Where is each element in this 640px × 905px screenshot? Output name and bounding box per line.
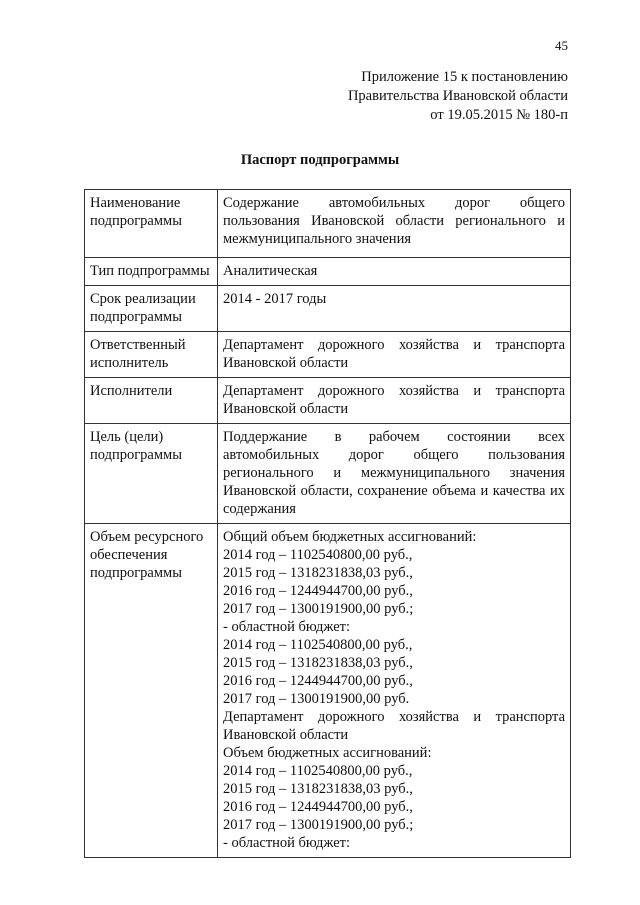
funding-line: 2016 год – 1244944700,00 руб., bbox=[223, 799, 413, 815]
funding-line: 2017 год – 1300191900,00 руб. bbox=[223, 691, 410, 707]
funding-line: Департамент дорожного хозяйства и транспорта Ивановской области bbox=[223, 709, 565, 743]
funding-line: - областной бюджет: bbox=[223, 619, 351, 635]
funding-label: Объем ресурсного обеспечения подпрограммы bbox=[85, 524, 218, 858]
row-value: Аналитическая bbox=[218, 258, 571, 286]
table-row bbox=[85, 332, 571, 378]
row-value: Департамент дорожного хозяйства и транспорта Ивановской области bbox=[218, 378, 571, 424]
appendix-line-1: Приложение 15 к постановлению bbox=[361, 69, 568, 85]
table-row bbox=[85, 424, 571, 524]
row-value: Департамент дорожного хозяйства и транспорта Ивановской области bbox=[218, 332, 571, 378]
passport-table bbox=[84, 189, 571, 858]
row-label: Наименование подпрограммы bbox=[85, 190, 218, 258]
row-label: Исполнители bbox=[85, 378, 218, 424]
funding-line: 2014 год – 1102540800,00 руб., bbox=[223, 547, 413, 563]
table-row bbox=[85, 524, 571, 858]
row-value: Поддержание в рабочем состоянии всех автомобильных дорог общего пользования регионального и межмуниципального значения Ивановской области, сохранение объема и качества их содержания bbox=[218, 424, 571, 524]
row-label: Тип подпрограммы bbox=[85, 258, 218, 286]
document-title: Паспорт подпрограммы bbox=[240, 152, 400, 168]
appendix-line-2: Правительства Ивановской области bbox=[347, 88, 568, 104]
row-label: Ответственный исполнитель bbox=[85, 332, 218, 378]
funding-line: Объем бюджетных ассигнований: bbox=[223, 745, 432, 761]
funding-line: - областной бюджет: bbox=[223, 835, 351, 851]
funding-line: 2016 год – 1244944700,00 руб., bbox=[223, 583, 413, 599]
table-row bbox=[85, 378, 571, 424]
row-label: Срок реализации подпрограммы bbox=[85, 286, 218, 332]
appendix-line-3: от 19.05.2015 № 180-п bbox=[430, 107, 568, 123]
table-row bbox=[85, 258, 571, 286]
page-number: 45 bbox=[555, 38, 568, 53]
funding-line: 2015 год – 1318231838,03 руб., bbox=[223, 655, 413, 671]
row-label: Цель (цели) подпрограммы bbox=[85, 424, 218, 524]
table-row bbox=[85, 190, 571, 258]
funding-line: 2014 год – 1102540800,00 руб., bbox=[223, 637, 413, 653]
funding-line: 2017 год – 1300191900,00 руб.; bbox=[223, 817, 414, 833]
funding-line: 2015 год – 1318231838,03 руб., bbox=[223, 565, 413, 581]
appendix-header bbox=[348, 68, 568, 125]
row-value: 2014 - 2017 годы bbox=[218, 286, 571, 332]
funding-line: Общий объем бюджетных ассигнований: bbox=[223, 529, 477, 545]
table-row bbox=[85, 286, 571, 332]
funding-line: 2017 год – 1300191900,00 руб.; bbox=[223, 601, 414, 617]
funding-line: 2015 год – 1318231838,03 руб., bbox=[223, 781, 413, 797]
funding-line: 2014 год – 1102540800,00 руб., bbox=[223, 763, 413, 779]
row-value: Содержание автомобильных дорог общего пользования Ивановской области регионального и межмуниципального значения bbox=[218, 190, 571, 258]
funding-line: 2016 год – 1244944700,00 руб., bbox=[223, 673, 413, 689]
funding-value bbox=[218, 524, 571, 858]
